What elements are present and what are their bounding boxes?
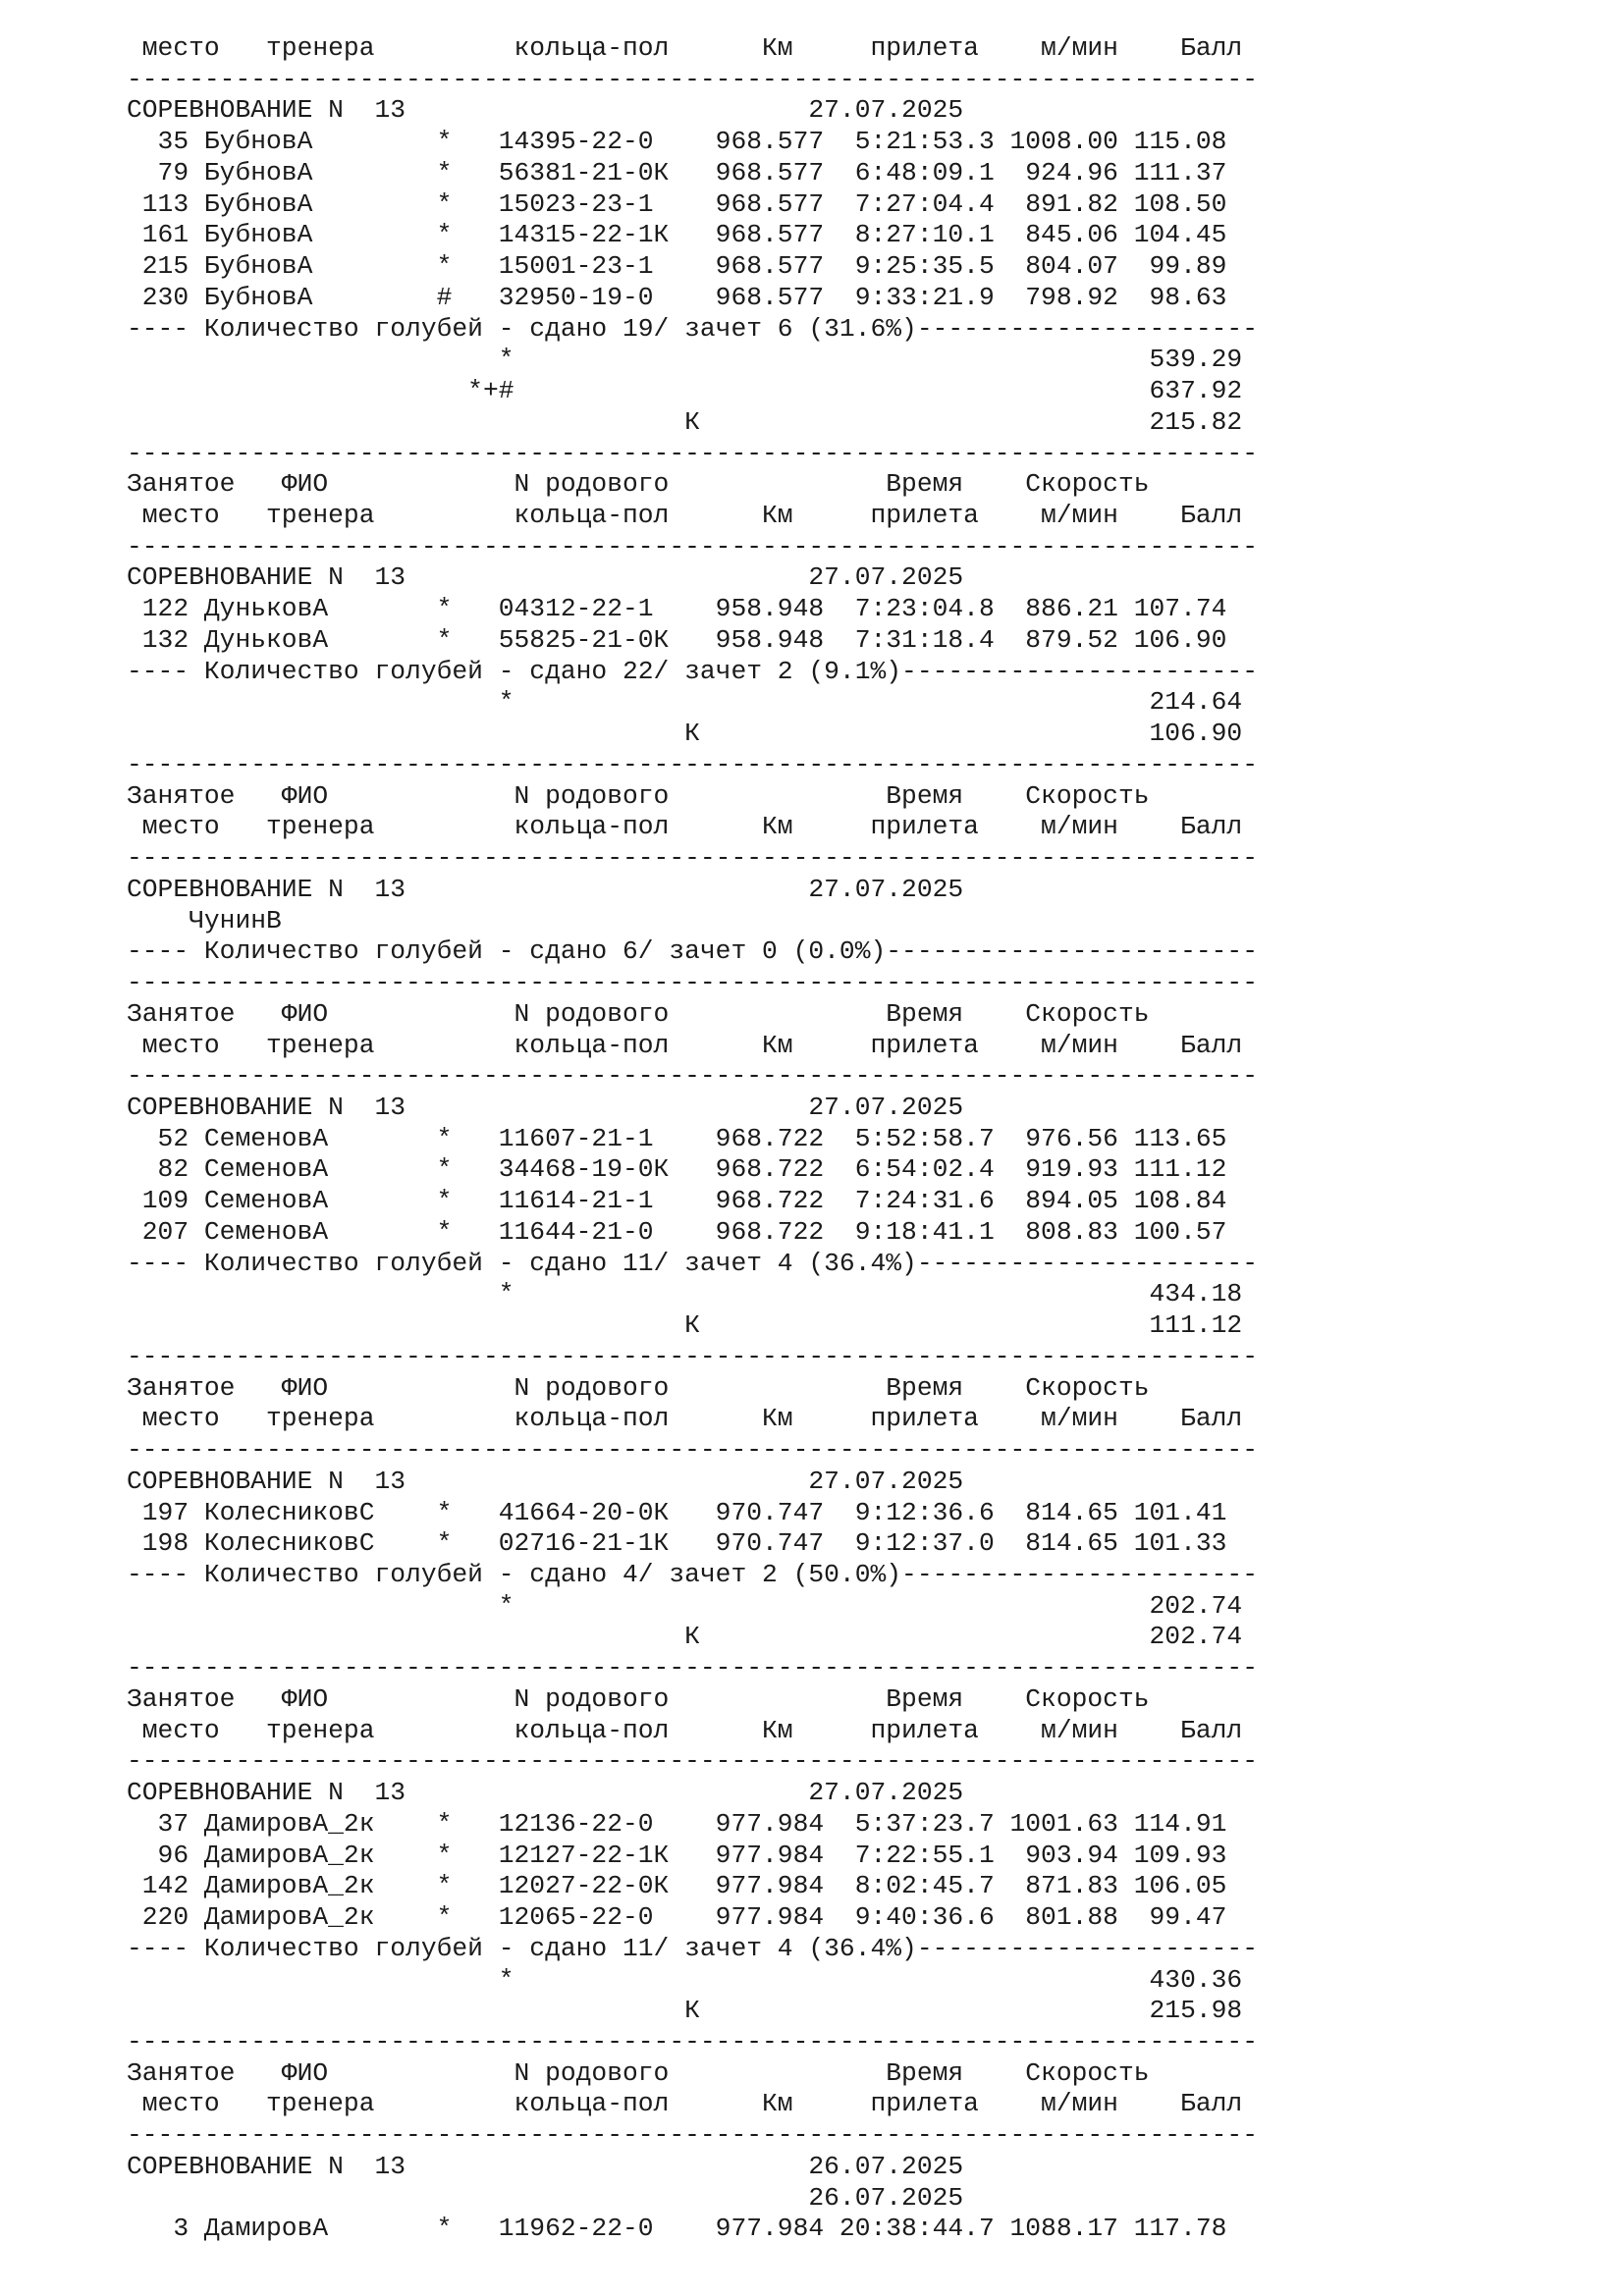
competition-header: СОРЕВНОВАНИЕ N 13 27.07.2025 <box>127 1778 964 1808</box>
result-row: 207 СеменовА * 11644-21-0 968.722 9:18:41.1 808.83 100.57 <box>127 1216 1227 1247</box>
separator-line: ------------------------------------------------------------------------- <box>127 1746 1258 1777</box>
score-total-row: К 202.74 <box>127 1622 1243 1652</box>
separator-line: ------------------------------------------------------------------------- <box>127 2027 1258 2056</box>
column-header-row: Занятое ФИО N родового Время Скорость <box>127 998 1150 1029</box>
score-total-row: *+# 637.92 <box>127 376 1243 406</box>
race-results-report <box>127 33 1258 2245</box>
column-header-row: Занятое ФИО N родового Время Скорость <box>127 469 1150 500</box>
column-header-row: место тренера кольца-пол Км прилета м/мин Балл <box>127 1404 1243 1434</box>
score-total-row: * 214.64 <box>127 687 1243 718</box>
score-total-row: * 434.18 <box>127 1279 1243 1309</box>
separator-line: ------------------------------------------------------------------------- <box>127 1061 1258 1092</box>
separator-line: ------------------------------------------------------------------------- <box>127 1653 1258 1683</box>
result-row: 161 БубновА * 14315-22-1К 968.577 8:27:10.1 845.06 104.45 <box>127 220 1227 250</box>
separator-line: ------------------------------------------------------------------------- <box>127 1435 1258 1466</box>
score-total-row: 82 СеменовА * 34468-19-0К 968.722 6:54:02.4 919.93 111.12 <box>127 1154 1227 1185</box>
pigeon-count-summary: ---- Количество голубей - сдано 6/ зачет 0 (0.0%)------------------------ <box>127 936 1258 967</box>
result-row: 132 ДуньковА * 55825-21-0К 958.948 7:31:18.4 879.52 106.90 <box>127 624 1227 655</box>
competition-header: СОРЕВНОВАНИЕ N 13 27.07.2025 <box>127 562 964 593</box>
competition-header: СОРЕВНОВАНИЕ N 13 27.07.2025 <box>127 874 964 904</box>
score-total-row: К 111.12 <box>127 1310 1243 1341</box>
separator-line: ------------------------------------------------------------------------- <box>127 968 1258 998</box>
pigeon-count-summary: ---- Количество голубей - сдано 11/ зачет 4 (36.4%)---------------------- <box>127 1248 1258 1278</box>
separator-line: ------------------------------------------------------------------------- <box>127 1341 1258 1371</box>
competition-header: СОРЕВНОВАНИЕ N 13 27.07.2025 <box>127 1466 964 1496</box>
separator-line: ------------------------------------------------------------------------- <box>127 531 1258 561</box>
column-header-row: место тренера кольца-пол Км прилета м/мин Балл <box>127 501 1243 531</box>
separator-line: ------------------------------------------------------------------------- <box>127 438 1258 468</box>
result-row: 79 БубновА * 56381-21-0К 968.577 6:48:09.1 924.96 111.37 <box>127 157 1227 187</box>
competition-header: СОРЕВНОВАНИЕ N 13 27.07.2025 <box>127 1092 964 1122</box>
score-total-row: 230 БубновА # 32950-19-0 968.577 9:33:21.9 798.92 98.63 <box>127 282 1227 312</box>
pigeon-count-summary: ---- Количество голубей - сдано 11/ зачет 4 (36.4%)---------------------- <box>127 1933 1258 1963</box>
result-row: 52 СеменовА * 11607-21-1 968.722 5:52:58.7 976.56 113.65 <box>127 1123 1227 1153</box>
column-header-row: Занятое ФИО N родового Время Скорость <box>127 1372 1150 1403</box>
score-total-row: * 539.29 <box>127 345 1243 375</box>
separator-line: ------------------------------------------------------------------------- <box>127 2120 1258 2151</box>
result-row: 37 ДамировА_2к * 12136-22-0 977.984 5:37:23.7 1001.63 114.91 <box>127 1808 1227 1839</box>
separator-line: ------------------------------------------------------------------------- <box>127 749 1258 779</box>
result-row: 220 ДамировА_2к * 12065-22-0 977.984 9:40:36.6 801.88 99.47 <box>127 1902 1227 1933</box>
column-header-row: место тренера кольца-пол Км прилета м/мин Балл <box>127 33 1243 63</box>
score-total-row: К 106.90 <box>127 719 1243 749</box>
result-row: 96 ДамировА_2к * 12127-22-1К 977.984 7:22:55.1 903.94 109.93 <box>127 1840 1227 1870</box>
competition-header: СОРЕВНОВАНИЕ N 13 26.07.2025 <box>127 2151 964 2181</box>
result-row: 215 БубновА * 15001-23-1 968.577 9:25:35.5 804.07 99.89 <box>127 251 1227 282</box>
column-header-row: Занятое ФИО N родового Время Скорость <box>127 780 1150 811</box>
pigeon-count-summary: ---- Количество голубей - сдано 19/ зачет 6 (31.6%)---------------------- <box>127 313 1258 344</box>
column-header-row: место тренера кольца-пол Км прилета м/мин Балл <box>127 2089 1243 2119</box>
score-total-row: * 202.74 <box>127 1590 1243 1621</box>
score-total-row: К 215.82 <box>127 406 1243 437</box>
column-header-row: Занятое ФИО N родового Время Скорость <box>127 2057 1150 2088</box>
column-header-row: место тренера кольца-пол Км прилета м/мин Балл <box>127 1030 1243 1060</box>
pigeon-count-summary: ---- Количество голубей - сдано 22/ зачет 2 (9.1%)----------------------- <box>127 656 1258 686</box>
column-header-row: место тренера кольца-пол Км прилета м/мин Балл <box>127 812 1243 842</box>
fancier-name-row: ЧунинВ <box>127 905 282 935</box>
score-total-row: К 215.98 <box>127 1996 1243 2026</box>
separator-line: ------------------------------------------------------------------------- <box>127 843 1258 874</box>
result-row: 197 КолесниковС * 41664-20-0К 970.747 9:12:36.6 814.65 101.41 <box>127 1497 1227 1527</box>
column-header-row: место тренера кольца-пол Км прилета м/мин Балл <box>127 1715 1243 1745</box>
competition-header: СОРЕВНОВАНИЕ N 13 27.07.2025 <box>127 95 964 126</box>
score-total-row: 26.07.2025 <box>127 2182 964 2213</box>
result-row: 3 ДамировА * 11962-22-0 977.984 20:38:44.7 1088.17 117.78 <box>127 2214 1227 2244</box>
pigeon-count-summary: ---- Количество голубей - сдано 4/ зачет 2 (50.0%)----------------------- <box>127 1559 1258 1589</box>
column-header-row: Занятое ФИО N родового Время Скорость <box>127 1683 1150 1714</box>
result-row: 109 СеменовА * 11614-21-1 968.722 7:24:31.6 894.05 108.84 <box>127 1186 1227 1216</box>
result-row: 198 КолесниковС * 02716-21-1К 970.747 9:12:37.0 814.65 101.33 <box>127 1528 1227 1559</box>
result-row: 122 ДуньковА * 04312-22-1 958.948 7:23:04.8 886.21 107.74 <box>127 594 1227 624</box>
result-row: 142 ДамировА_2к * 12027-22-0К 977.984 8:02:45.7 871.83 106.05 <box>127 1871 1227 1901</box>
separator-line: ------------------------------------------------------------------------- <box>127 64 1258 94</box>
result-row: 35 БубновА * 14395-22-0 968.577 5:21:53.3 1008.00 115.08 <box>127 127 1227 157</box>
score-total-row: * 430.36 <box>127 1964 1243 1995</box>
result-row: 113 БубновА * 15023-23-1 968.577 7:27:04.4 891.82 108.50 <box>127 188 1227 219</box>
